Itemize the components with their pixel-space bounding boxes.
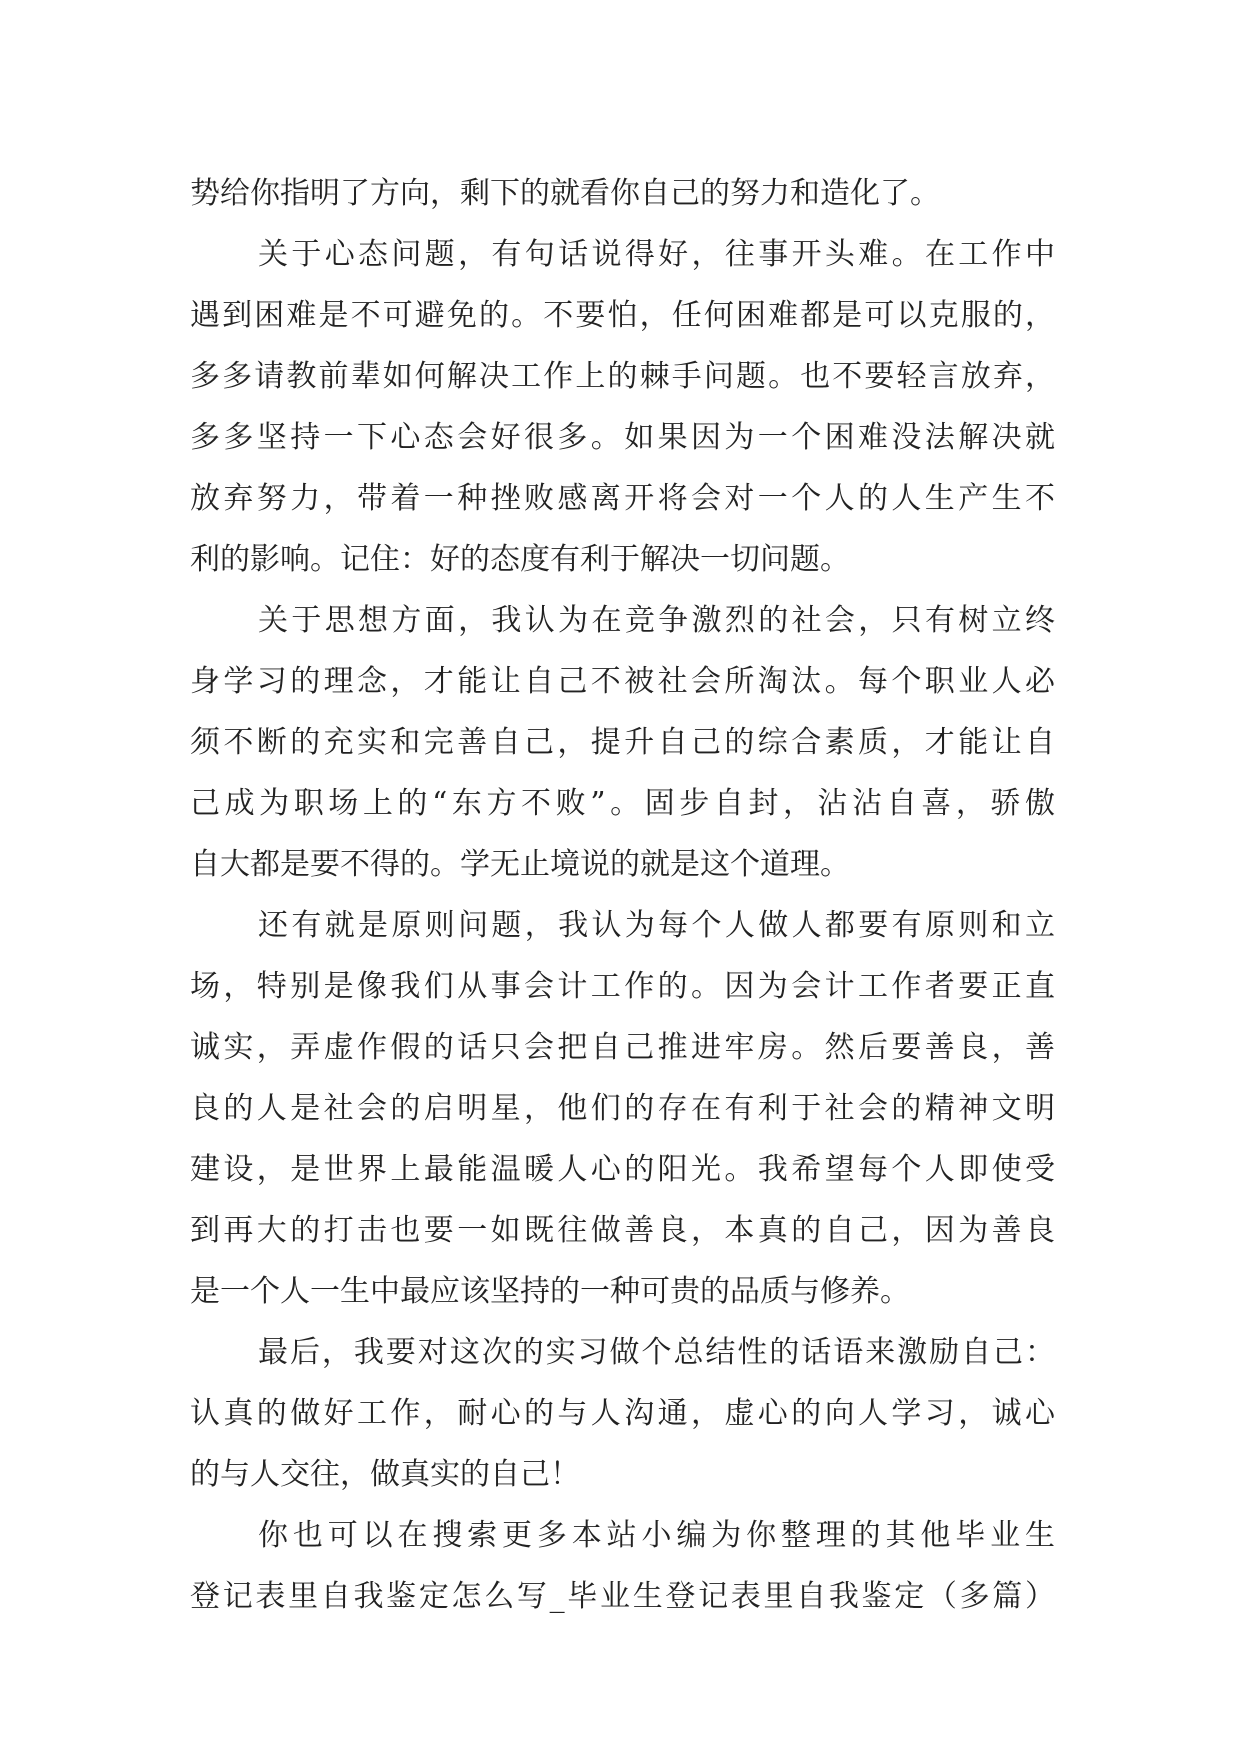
- paragraph-line: 良的人是社会的启明星，他们的存在有利于社会的精神文明: [190, 1091, 1055, 1126]
- paragraph-line: 关于思想方面，我认为在竞争激烈的社会，只有树立终: [258, 603, 1055, 638]
- paragraph-line: 是一个人一生中最应该坚持的一种可贵的品质与修养。: [190, 1274, 910, 1309]
- paragraph-line: 利的影响。记住：好的态度有利于解决一切问题。: [190, 542, 850, 577]
- paragraph-line: 己成为职场上的“东方不败”。固步自封，沾沾自喜，骄傲: [190, 786, 1055, 821]
- paragraph-line: 建设，是世界上最能温暖人心的阳光。我希望每个人即使受: [190, 1152, 1055, 1187]
- paragraph-line: 放弃努力，带着一种挫败感离开将会对一个人的人生产生不: [190, 481, 1055, 516]
- paragraph-line: 场，特别是像我们从事会计工作的。因为会计工作者要正直: [190, 969, 1055, 1004]
- paragraph-line: 认真的做好工作，耐心的与人沟通，虚心的向人学习，诚心: [190, 1396, 1055, 1431]
- paragraph-line: 关于心态问题，有句话说得好，往事开头难。在工作中: [258, 237, 1055, 272]
- paragraph-line: 的与人交往，做真实的自己！: [190, 1457, 580, 1492]
- paragraph-line: 你也可以在搜索更多本站小编为你整理的其他毕业生: [258, 1518, 1055, 1553]
- paragraph-line: 自大都是要不得的。学无止境说的就是这个道理。: [190, 847, 850, 882]
- paragraph-line: 遇到困难是不可避免的。不要怕，任何困难都是可以克服的，: [190, 298, 1055, 333]
- paragraph-line: 还有就是原则问题，我认为每个人做人都要有原则和立: [258, 908, 1055, 943]
- paragraph-line: 须不断的充实和完善自己，提升自己的综合素质，才能让自: [190, 725, 1055, 760]
- paragraph-line: 势给你指明了方向，剩下的就看你自己的努力和造化了。: [190, 176, 940, 211]
- paragraph-line: 登记表里自我鉴定怎么写_毕业生登记表里自我鉴定（多篇）: [190, 1579, 1055, 1614]
- paragraph-line: 多多请教前辈如何解决工作上的棘手问题。也不要轻言放弃，: [190, 359, 1055, 394]
- document-body: [190, 163, 1055, 1627]
- paragraph-line: 到再大的打击也要一如既往做善良，本真的自己，因为善良: [190, 1213, 1055, 1248]
- paragraph-line: 多多坚持一下心态会好很多。如果因为一个困难没法解决就: [190, 420, 1055, 455]
- paragraph-line: 身学习的理念，才能让自己不被社会所淘汰。每个职业人必: [190, 664, 1055, 699]
- paragraph-line: 最后，我要对这次的实习做个总结性的话语来激励自己：: [258, 1335, 1055, 1370]
- paragraph-line: 诚实，弄虚作假的话只会把自己推进牢房。然后要善良，善: [190, 1030, 1055, 1065]
